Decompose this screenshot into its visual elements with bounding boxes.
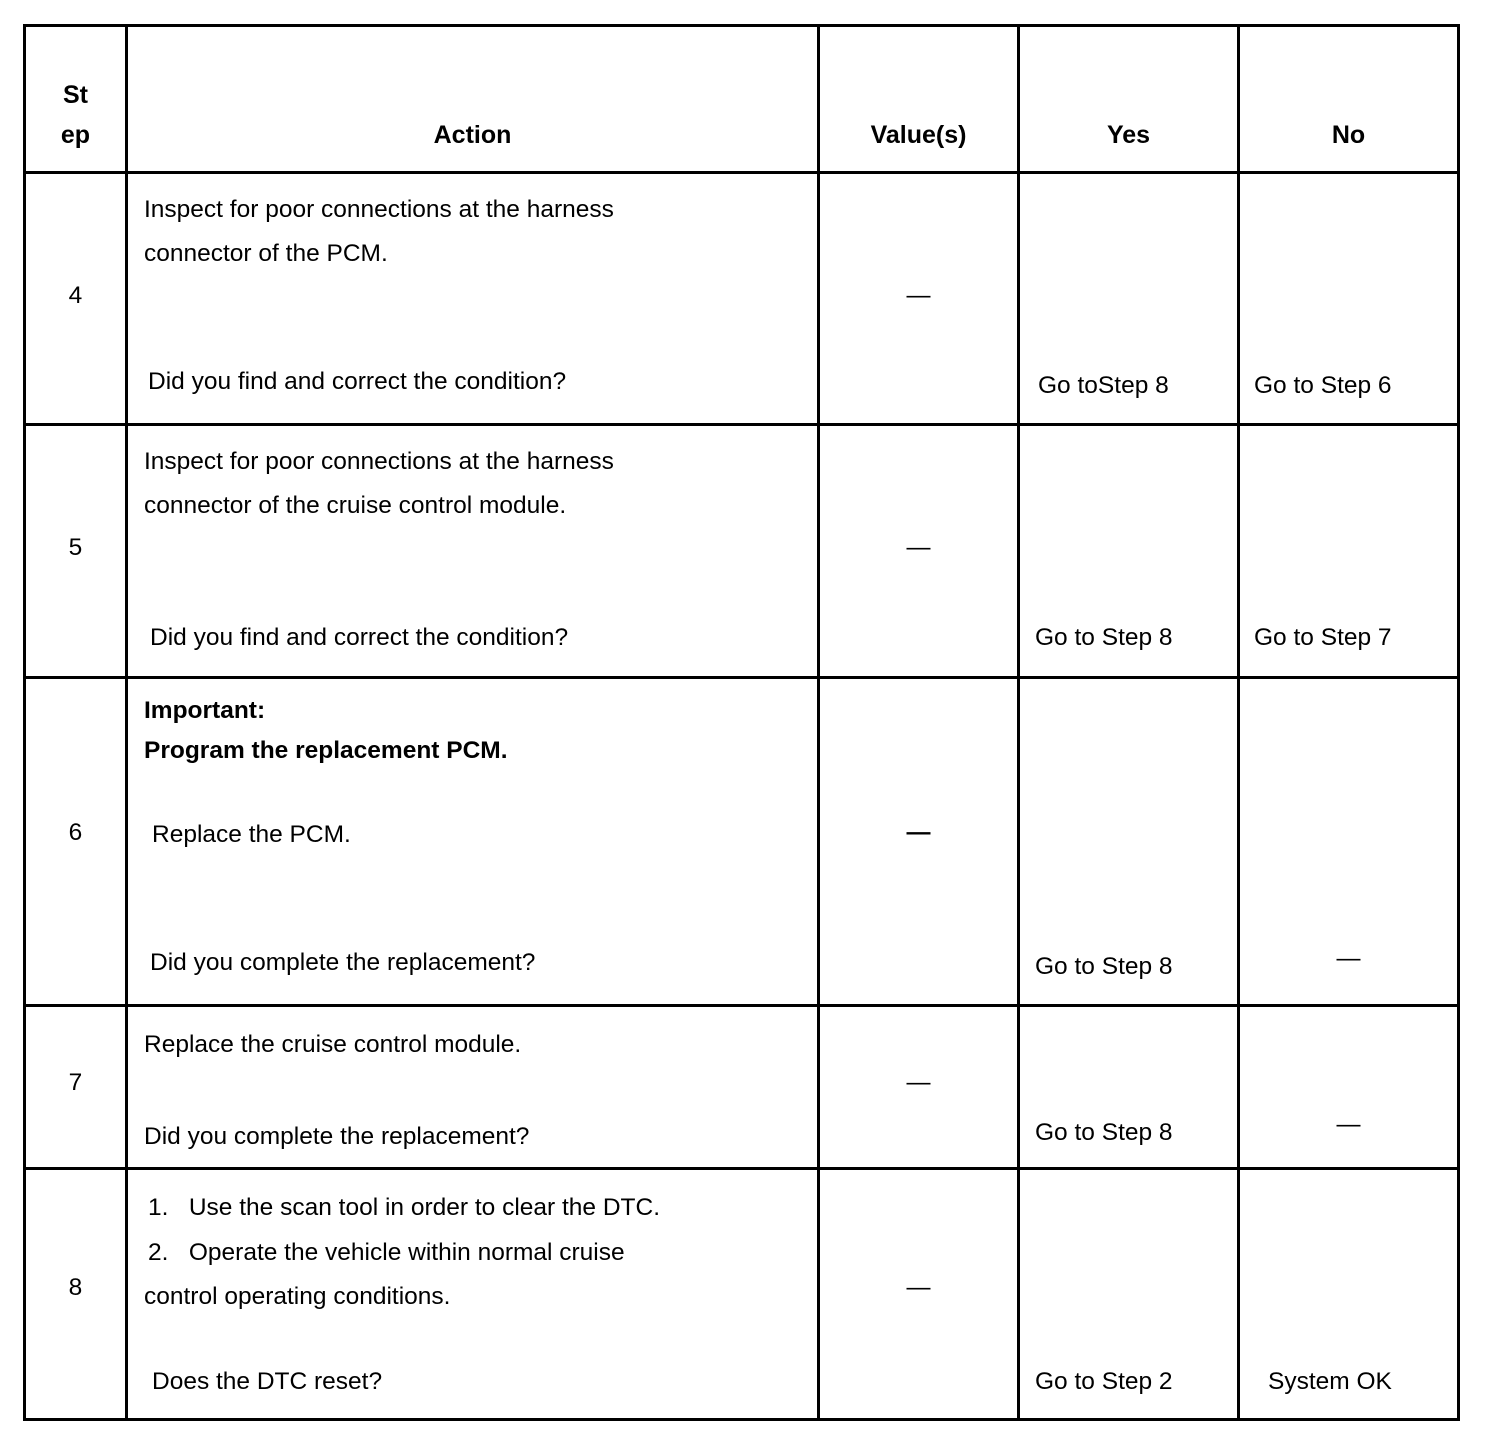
step-number-cell (25, 678, 127, 1006)
action-cell (127, 173, 819, 425)
action-cell (127, 678, 819, 1006)
value-cell (819, 1006, 1019, 1169)
step-number-cell (25, 425, 127, 678)
action-line: connector of the cruise control module. (144, 492, 567, 519)
yes-cell (1019, 1006, 1239, 1169)
action-line: Inspect for poor connections at the harness (144, 196, 614, 223)
action-question: Did you find and correct the condition? (150, 624, 569, 651)
step-number: 6 (68, 819, 83, 846)
action-line: Replace the cruise control module. (144, 1031, 522, 1058)
action-list-item: 1. Use the scan tool in order to clear the DTC. (148, 1194, 661, 1221)
yes-result: Go to Step 8 (1035, 953, 1173, 980)
table-row (25, 173, 1459, 425)
header-step-line1: St (63, 81, 88, 109)
no-cell (1239, 1169, 1459, 1420)
action-line: Inspect for poor connections at the harness (144, 448, 614, 475)
no-cell (1239, 173, 1459, 425)
no-result: — (1336, 1111, 1361, 1138)
yes-result: Go to Step 2 (1035, 1368, 1173, 1395)
table-row (25, 425, 1459, 678)
no-result: Go to Step 6 (1254, 372, 1392, 399)
no-cell (1239, 678, 1459, 1006)
yes-result: Go toStep 8 (1038, 372, 1169, 399)
action-list-item-cont: control operating conditions. (144, 1283, 451, 1310)
action-question: Did you complete the replacement? (150, 949, 536, 976)
value-cell (819, 1169, 1019, 1420)
action-cell (127, 1169, 819, 1420)
yes-result: Go to Step 8 (1035, 1119, 1173, 1146)
value-dash: — (906, 1069, 931, 1096)
action-list-item: 2. Operate the vehicle within normal cruise (148, 1239, 625, 1266)
step-number: 5 (68, 534, 83, 561)
table-row (25, 678, 1459, 1006)
diagnostic-table (23, 24, 1460, 1421)
table-row (25, 1006, 1459, 1169)
important-label: Important: (144, 697, 266, 724)
value-dash: — (906, 534, 931, 561)
header-no: No (1239, 26, 1459, 173)
header-row (25, 26, 1459, 173)
no-cell (1239, 1006, 1459, 1169)
no-result: Go to Step 7 (1254, 624, 1392, 651)
value-dash: — (906, 1274, 931, 1301)
header-yes: Yes (1019, 26, 1239, 173)
no-result: — (1336, 945, 1361, 972)
no-result: System OK (1268, 1368, 1392, 1395)
step-number-cell (25, 173, 127, 425)
yes-cell (1019, 1169, 1239, 1420)
action-cell (127, 425, 819, 678)
action-question: Did you find and correct the condition? (148, 368, 567, 395)
action-question: Does the DTC reset? (152, 1368, 383, 1395)
yes-result: Go to Step 8 (1035, 624, 1173, 651)
yes-cell (1019, 425, 1239, 678)
value-dash: — (906, 819, 931, 846)
header-step-line2: ep (60, 121, 91, 149)
no-cell (1239, 425, 1459, 678)
yes-cell (1019, 678, 1239, 1006)
header-step (25, 26, 127, 173)
value-cell (819, 425, 1019, 678)
step-number: 8 (68, 1274, 83, 1301)
step-number-cell (25, 1006, 127, 1169)
table-row (25, 1169, 1459, 1420)
step-number: 4 (68, 282, 83, 309)
value-dash: — (906, 282, 931, 309)
header-values: Value(s) (819, 26, 1019, 173)
header-action: Action (127, 26, 819, 173)
action-question: Did you complete the replacement? (144, 1123, 530, 1150)
action-line: Replace the PCM. (152, 821, 351, 848)
important-text: Program the replacement PCM. (144, 737, 508, 764)
action-cell (127, 1006, 819, 1169)
value-cell (819, 678, 1019, 1006)
step-number: 7 (68, 1069, 83, 1096)
yes-cell (1019, 173, 1239, 425)
value-cell (819, 173, 1019, 425)
step-number-cell (25, 1169, 127, 1420)
action-line: connector of the PCM. (144, 240, 388, 267)
